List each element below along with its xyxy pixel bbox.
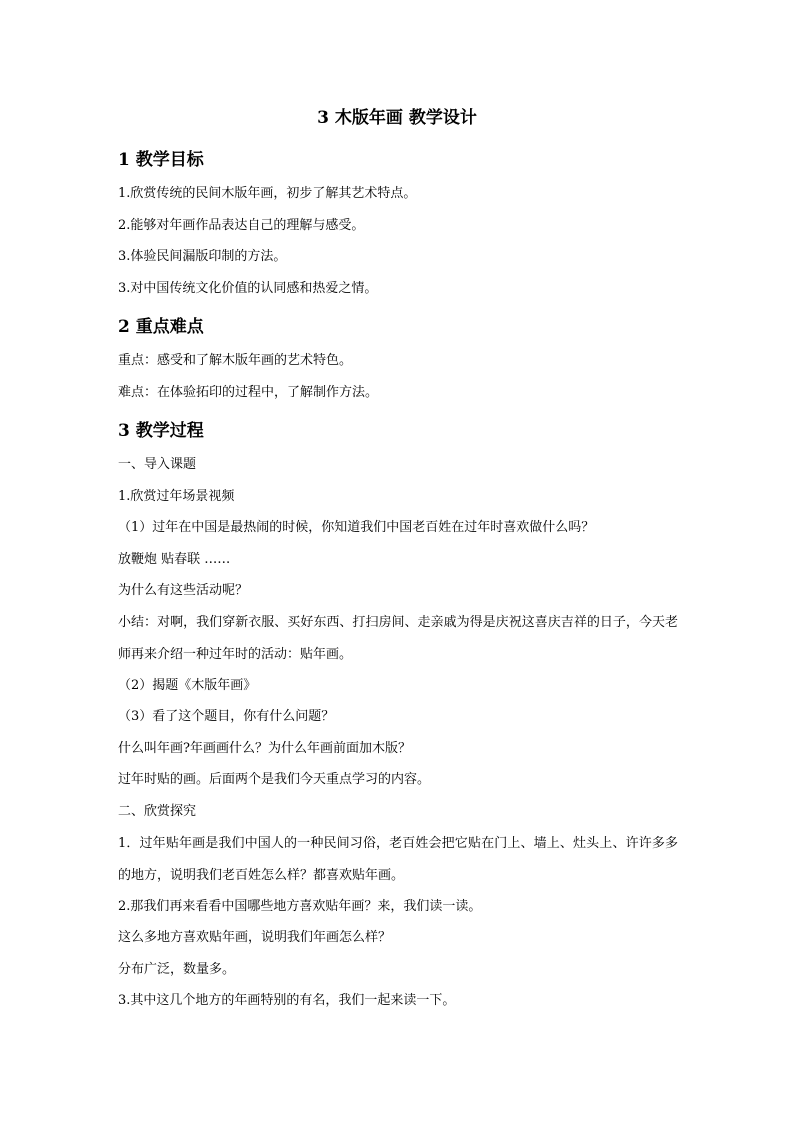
document-title: 3 木版年画 教学设计 bbox=[317, 108, 477, 128]
paragraph: 1.欣赏传统的民间木版年画，初步了解其艺术特点。 bbox=[118, 186, 417, 201]
paragraph: （2）揭题《木版年画》 bbox=[118, 678, 257, 693]
section-heading-process: 3 教学过程 bbox=[118, 421, 204, 441]
section-heading-objectives: 1 教学目标 bbox=[118, 150, 204, 170]
paragraph: 3.其中这几个地方的年画特别的有名，我们一起来读一下。 bbox=[118, 993, 456, 1008]
paragraph: （1）过年在中国是最热闹的时候，你知道我们中国老百姓在过年时喜欢做什么吗？ bbox=[118, 520, 595, 535]
paragraph: 一、导入课题 bbox=[118, 457, 197, 472]
paragraph: 二、欣赏探究 bbox=[118, 804, 197, 819]
paragraph: （3）看了这个题目，你有什么问题？ bbox=[118, 709, 335, 724]
section-heading-key-points: 2 重点难点 bbox=[118, 317, 204, 337]
paragraph: 什么叫年画?年画画什么？为什么年画前面加木版？ bbox=[118, 741, 411, 756]
paragraph: 1.欣赏过年场景视频 bbox=[118, 489, 235, 504]
paragraph: 分布广泛，数量多。 bbox=[118, 962, 236, 977]
paragraph: 这么多地方喜欢贴年画，说明我们年画怎么样？ bbox=[118, 930, 392, 945]
paragraph: 难点：在体验拓印的过程中，了解制作方法。 bbox=[118, 385, 379, 400]
paragraph: 3.对中国传统文化价值的认同感和热爱之情。 bbox=[118, 281, 378, 296]
paragraph: 小结：对啊，我们穿新衣服、买好东西、打扫房间、走亲戚为得是庆祝这喜庆吉祥的日子，今天老师再来介绍一种过年时的活动：贴年画。 bbox=[118, 615, 678, 662]
paragraph: 2.那我们再来看看中国哪些地方喜欢贴年画？来，我们读一读。 bbox=[118, 899, 482, 914]
paragraph: 1．过年贴年画是我们中国人的一种民间习俗，老百姓会把它贴在门上、墙上、灶头上、许许多多的地方，说明我们老百姓怎么样？都喜欢贴年画。 bbox=[118, 836, 678, 883]
paragraph: 2.能够对年画作品表达自己的理解与感受。 bbox=[118, 218, 365, 233]
paragraph: 重点：感受和了解木版年画的艺术特色。 bbox=[118, 353, 353, 368]
paragraph: 放鞭炮 贴春联 …… bbox=[118, 552, 231, 567]
paragraph: 3.体验民间漏版印制的方法。 bbox=[118, 249, 287, 264]
paragraph: 为什么有这些活动呢？ bbox=[118, 583, 249, 598]
paragraph: 过年时贴的画。后面两个是我们今天重点学习的内容。 bbox=[118, 772, 431, 787]
